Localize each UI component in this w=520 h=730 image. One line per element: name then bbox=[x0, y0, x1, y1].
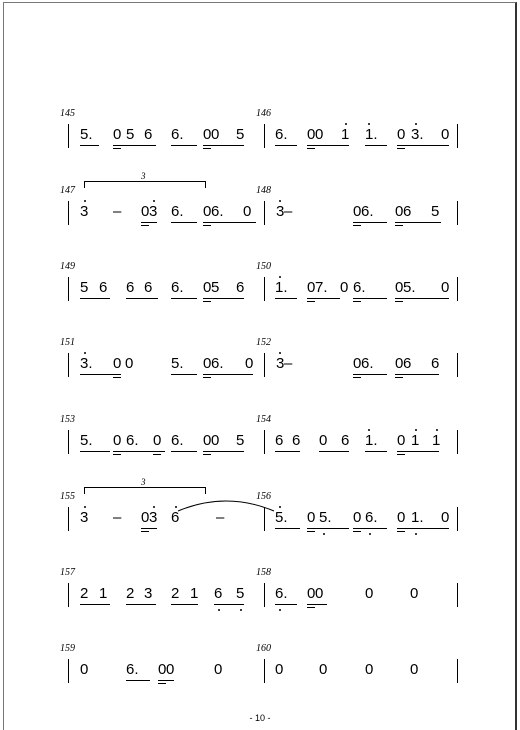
measure-number: 151 bbox=[60, 337, 75, 348]
barline-end bbox=[457, 124, 458, 148]
note: 6 bbox=[171, 509, 180, 526]
barline-end bbox=[457, 201, 458, 225]
barline bbox=[264, 124, 265, 148]
note: 6 bbox=[403, 355, 412, 372]
note: 6. bbox=[171, 279, 184, 296]
beam-line bbox=[214, 604, 244, 605]
page-number: - 10 - bbox=[249, 713, 271, 723]
beam-line bbox=[203, 145, 244, 146]
beam-line bbox=[203, 451, 244, 452]
note: 5 bbox=[236, 585, 245, 602]
beam-line-double bbox=[353, 377, 361, 378]
beam-line bbox=[307, 528, 349, 529]
beam-line-double bbox=[397, 148, 405, 149]
beam-line bbox=[203, 374, 253, 375]
note: 0 bbox=[410, 661, 419, 678]
note: 3 bbox=[149, 203, 158, 220]
octave-dot-above bbox=[436, 429, 438, 431]
note: 0 bbox=[395, 355, 404, 372]
beam-line bbox=[395, 222, 441, 223]
note: 0 bbox=[203, 126, 212, 143]
barline-end bbox=[457, 430, 458, 454]
note: 6 bbox=[431, 355, 440, 372]
note: 0 bbox=[80, 661, 89, 678]
note: 0 bbox=[158, 661, 167, 678]
note: 0 bbox=[245, 355, 254, 372]
octave-dot-above bbox=[279, 200, 281, 202]
note: 0 bbox=[113, 126, 122, 143]
note: 1. bbox=[275, 279, 288, 296]
barline bbox=[68, 583, 69, 607]
note: 6. bbox=[211, 203, 224, 220]
note: 6 bbox=[403, 203, 412, 220]
note: – bbox=[284, 355, 293, 372]
beam-line bbox=[275, 451, 300, 452]
beam-line bbox=[158, 680, 174, 681]
note: 5 bbox=[211, 279, 220, 296]
beam-line-double bbox=[353, 301, 361, 302]
beam-line bbox=[203, 222, 256, 223]
beam-line bbox=[307, 298, 340, 299]
note: 0 bbox=[203, 279, 212, 296]
beam-line bbox=[319, 451, 349, 452]
octave-dot-above bbox=[84, 200, 86, 202]
beam-line bbox=[113, 451, 165, 452]
note: 6. bbox=[126, 432, 139, 449]
beam-line-double bbox=[397, 454, 405, 455]
measure-number: 157 bbox=[60, 567, 75, 578]
beam-line-double bbox=[397, 531, 405, 532]
beam-line-double bbox=[203, 148, 211, 149]
note: 0 bbox=[307, 509, 316, 526]
note: 0 bbox=[153, 432, 162, 449]
score-row bbox=[0, 108, 520, 168]
note: 3. bbox=[80, 355, 93, 372]
beam-line bbox=[171, 145, 197, 146]
beam-line bbox=[126, 680, 150, 681]
note: 6. bbox=[171, 126, 184, 143]
beam-line-double bbox=[307, 531, 315, 532]
beam-line-double bbox=[307, 301, 315, 302]
note: 6 bbox=[99, 279, 108, 296]
beam-line-double bbox=[113, 148, 121, 149]
measure-number: 149 bbox=[60, 261, 75, 272]
beam-line bbox=[395, 374, 439, 375]
beam-line-double bbox=[203, 301, 211, 302]
beam-line bbox=[397, 145, 449, 146]
beam-line bbox=[275, 604, 297, 605]
octave-dot-below bbox=[323, 533, 325, 535]
note: 3 bbox=[276, 355, 285, 372]
beam-line bbox=[171, 451, 197, 452]
measure-number: 158 bbox=[256, 567, 271, 578]
beam-line-double bbox=[153, 454, 161, 455]
beam-line-double bbox=[307, 148, 315, 149]
beam-line bbox=[365, 451, 387, 452]
note: 6. bbox=[171, 432, 184, 449]
note: 0 bbox=[113, 432, 122, 449]
score-row bbox=[0, 261, 520, 321]
beam-line bbox=[171, 298, 197, 299]
barline bbox=[264, 353, 265, 377]
note: 0 bbox=[365, 585, 374, 602]
note: 5 bbox=[431, 203, 440, 220]
barline bbox=[68, 659, 69, 683]
beam-line bbox=[307, 145, 349, 146]
beam-line bbox=[80, 145, 99, 146]
measure-number: 153 bbox=[60, 414, 75, 425]
note: 1 bbox=[99, 585, 108, 602]
beam-line-double bbox=[113, 454, 121, 455]
barline bbox=[264, 277, 265, 301]
note: 0 bbox=[315, 585, 324, 602]
note: 6 bbox=[126, 279, 135, 296]
note: 5 bbox=[126, 126, 135, 143]
note: 0 bbox=[410, 585, 419, 602]
note: 1 bbox=[411, 432, 420, 449]
beam-line bbox=[126, 604, 156, 605]
note: 3 bbox=[149, 509, 158, 526]
note: 6. bbox=[275, 585, 288, 602]
note: 5. bbox=[80, 126, 93, 143]
beam-line bbox=[171, 374, 197, 375]
note: 6 bbox=[292, 432, 301, 449]
note: 5 bbox=[236, 126, 245, 143]
note: 7. bbox=[315, 279, 328, 296]
barline bbox=[68, 201, 69, 225]
beam-line bbox=[80, 604, 110, 605]
note: 0 bbox=[203, 355, 212, 372]
beam-line bbox=[141, 222, 157, 223]
note: 5. bbox=[171, 355, 184, 372]
barline bbox=[68, 277, 69, 301]
octave-dot-above bbox=[153, 200, 155, 202]
note: 1 bbox=[341, 126, 350, 143]
score-row bbox=[0, 643, 520, 703]
note: – bbox=[216, 509, 225, 526]
note: 0 bbox=[166, 661, 175, 678]
octave-dot-above bbox=[279, 506, 281, 508]
beam-line-double bbox=[113, 377, 121, 378]
barline bbox=[68, 430, 69, 454]
beam-line bbox=[113, 145, 156, 146]
note: 6. bbox=[171, 203, 184, 220]
beam-line-double bbox=[141, 531, 149, 532]
beam-line bbox=[275, 298, 297, 299]
octave-dot-below bbox=[218, 609, 220, 611]
triplet-bracket bbox=[84, 181, 206, 188]
triplet-bracket bbox=[84, 487, 206, 494]
beam-line-double bbox=[353, 531, 361, 532]
note: 0 bbox=[319, 661, 328, 678]
beam-line-double bbox=[203, 377, 211, 378]
beam-line-double bbox=[203, 225, 211, 226]
note: 0 bbox=[307, 279, 316, 296]
measure-number: 160 bbox=[256, 643, 271, 654]
measure-number: 147 bbox=[60, 185, 75, 196]
beam-line bbox=[397, 451, 439, 452]
beam-line bbox=[365, 145, 387, 146]
score-row bbox=[0, 414, 520, 474]
measure-number: 146 bbox=[256, 108, 271, 119]
beam-line bbox=[397, 528, 449, 529]
score-row bbox=[0, 567, 520, 627]
note: 0 bbox=[307, 585, 316, 602]
beam-line-double bbox=[307, 607, 315, 608]
note: 0 bbox=[353, 355, 362, 372]
beam-line bbox=[80, 298, 110, 299]
note: 0 bbox=[441, 509, 450, 526]
beam-line bbox=[353, 528, 387, 529]
octave-dot-above bbox=[415, 429, 417, 431]
note: 0 bbox=[211, 126, 220, 143]
octave-dot-above bbox=[153, 506, 155, 508]
note: – bbox=[284, 203, 293, 220]
note: 0 bbox=[397, 126, 406, 143]
triplet-number: 3 bbox=[141, 171, 146, 181]
note: 1 bbox=[432, 432, 441, 449]
note: 0 bbox=[395, 203, 404, 220]
beam-line bbox=[141, 528, 157, 529]
measure-number: 155 bbox=[60, 491, 75, 502]
note: 3 bbox=[144, 585, 153, 602]
note: 1. bbox=[365, 432, 378, 449]
beam-line-double bbox=[395, 301, 403, 302]
note: 6. bbox=[361, 203, 374, 220]
note: 6. bbox=[126, 661, 139, 678]
barline bbox=[68, 353, 69, 377]
note: – bbox=[113, 509, 122, 526]
note: 6 bbox=[214, 585, 223, 602]
measure-number: 156 bbox=[256, 491, 271, 502]
octave-dot-below bbox=[415, 533, 417, 535]
note: 2 bbox=[126, 585, 135, 602]
measure-number: 145 bbox=[60, 108, 75, 119]
barline-end bbox=[457, 659, 458, 683]
note: 6. bbox=[211, 355, 224, 372]
score-row bbox=[0, 171, 520, 245]
note: 0 bbox=[203, 432, 212, 449]
note: 0 bbox=[113, 355, 122, 372]
note: 1. bbox=[411, 509, 424, 526]
triplet-number: 3 bbox=[141, 477, 146, 487]
beam-line-double bbox=[353, 225, 361, 226]
barline-end bbox=[457, 583, 458, 607]
note: 5 bbox=[80, 279, 89, 296]
beam-line bbox=[171, 222, 197, 223]
note: 5. bbox=[319, 509, 332, 526]
note: 0 bbox=[243, 203, 252, 220]
octave-dot-above bbox=[279, 276, 281, 278]
note: 0 bbox=[353, 203, 362, 220]
note: 0 bbox=[275, 661, 284, 678]
barline bbox=[264, 430, 265, 454]
note: 0 bbox=[203, 203, 212, 220]
note: 6 bbox=[144, 279, 153, 296]
note: 0 bbox=[211, 432, 220, 449]
note: 6 bbox=[144, 126, 153, 143]
octave-dot-below bbox=[240, 609, 242, 611]
note: 3 bbox=[80, 509, 89, 526]
measure-number: 148 bbox=[256, 185, 271, 196]
note: 6 bbox=[341, 432, 350, 449]
beam-line bbox=[203, 298, 244, 299]
beam-line bbox=[126, 298, 158, 299]
octave-dot-below bbox=[369, 533, 371, 535]
note: 0 bbox=[441, 126, 450, 143]
note: 3 bbox=[80, 203, 89, 220]
octave-dot-above bbox=[279, 352, 281, 354]
note: 0 bbox=[214, 661, 223, 678]
octave-dot-above bbox=[368, 429, 370, 431]
score-row bbox=[0, 337, 520, 397]
octave-dot-below bbox=[279, 609, 281, 611]
octave-dot-above bbox=[368, 123, 370, 125]
beam-line-double bbox=[395, 225, 403, 226]
note: 6 bbox=[236, 279, 245, 296]
beam-line-double bbox=[395, 377, 403, 378]
beam-line-double bbox=[141, 225, 149, 226]
note: 0 bbox=[125, 355, 134, 372]
note: 0 bbox=[141, 509, 150, 526]
tie-slur bbox=[176, 495, 276, 515]
beam-line bbox=[353, 298, 387, 299]
beam-line-double bbox=[203, 454, 211, 455]
measure-number: 150 bbox=[256, 261, 271, 272]
score-row bbox=[0, 477, 520, 551]
note: 5. bbox=[403, 279, 416, 296]
beam-line bbox=[80, 451, 110, 452]
beam-line bbox=[395, 298, 449, 299]
note: 5. bbox=[275, 509, 288, 526]
beam-line bbox=[275, 145, 297, 146]
measure-number: 152 bbox=[256, 337, 271, 348]
measure-number: 159 bbox=[60, 643, 75, 654]
beam-line bbox=[171, 604, 198, 605]
beam-line bbox=[80, 374, 121, 375]
note: 2 bbox=[171, 585, 180, 602]
note: 0 bbox=[340, 279, 349, 296]
octave-dot-above bbox=[345, 123, 347, 125]
note: 1. bbox=[365, 126, 378, 143]
barline bbox=[264, 659, 265, 683]
note: 2 bbox=[80, 585, 89, 602]
beam-line bbox=[307, 604, 327, 605]
barline bbox=[68, 507, 69, 531]
note: 6 bbox=[275, 432, 284, 449]
barline bbox=[264, 201, 265, 225]
beam-line bbox=[353, 222, 387, 223]
octave-dot-above bbox=[84, 352, 86, 354]
note: 3. bbox=[411, 126, 424, 143]
beam-line-double bbox=[158, 683, 166, 684]
note: 0 bbox=[319, 432, 328, 449]
note: 1 bbox=[190, 585, 199, 602]
barline bbox=[264, 583, 265, 607]
note: 0 bbox=[441, 279, 450, 296]
note: – bbox=[113, 203, 122, 220]
note: 6. bbox=[275, 126, 288, 143]
note: 0 bbox=[365, 661, 374, 678]
beam-line bbox=[275, 528, 300, 529]
octave-dot-above bbox=[84, 506, 86, 508]
barline bbox=[68, 124, 69, 148]
note: 0 bbox=[315, 126, 324, 143]
note: 5 bbox=[236, 432, 245, 449]
octave-dot-above bbox=[415, 123, 417, 125]
barline-end bbox=[457, 277, 458, 301]
note: 0 bbox=[395, 279, 404, 296]
note: 0 bbox=[353, 509, 362, 526]
barline-end bbox=[457, 353, 458, 377]
note: 6. bbox=[353, 279, 366, 296]
note: 0 bbox=[397, 509, 406, 526]
beam-line bbox=[353, 374, 387, 375]
barline-end bbox=[457, 507, 458, 531]
note: 6. bbox=[361, 355, 374, 372]
note: 3 bbox=[276, 203, 285, 220]
measure-number: 154 bbox=[256, 414, 271, 425]
note: 6. bbox=[365, 509, 378, 526]
note: 5. bbox=[80, 432, 93, 449]
note: 0 bbox=[397, 432, 406, 449]
note: 0 bbox=[141, 203, 150, 220]
note: 0 bbox=[307, 126, 316, 143]
